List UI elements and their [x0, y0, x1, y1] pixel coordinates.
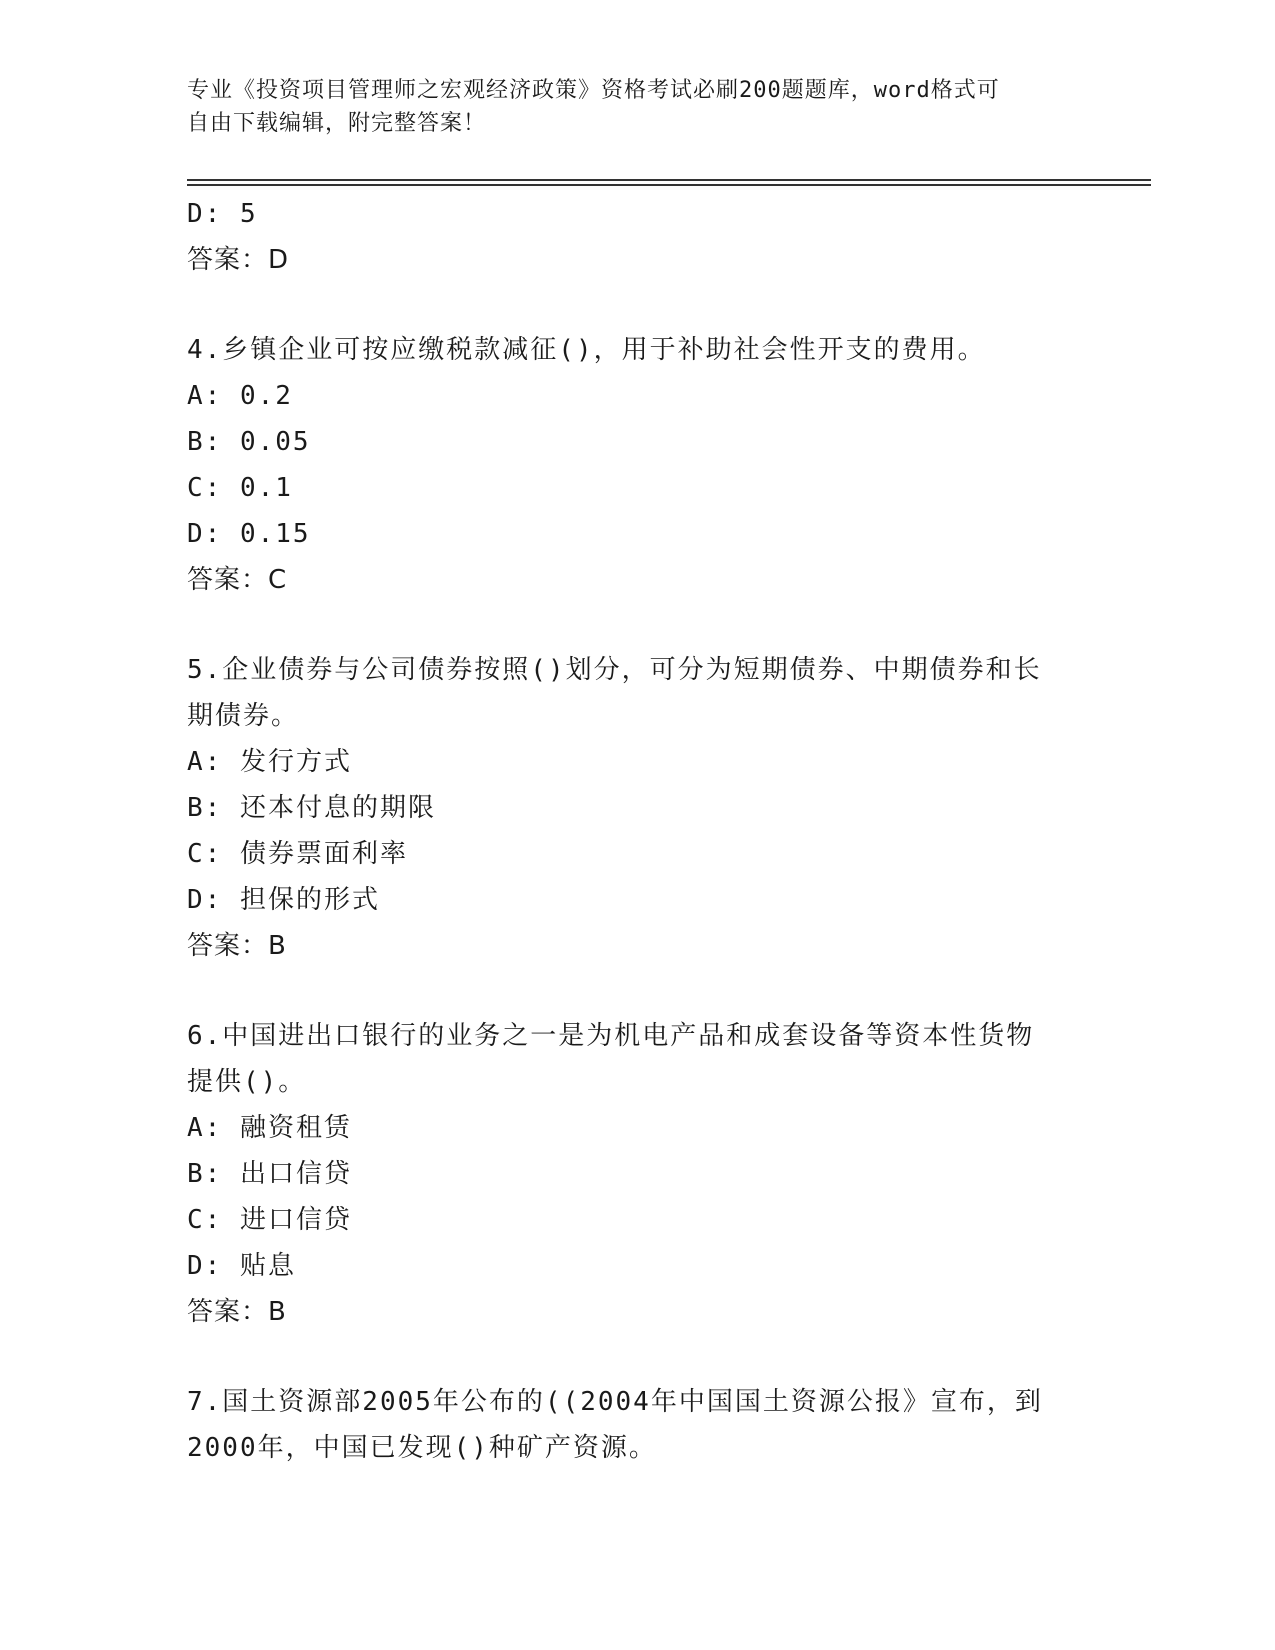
question-text: 5.企业债券与公司债券按照()划分，可分为短期债券、中期债券和长 — [187, 655, 1042, 685]
option-d: D: 5 — [187, 199, 258, 229]
question-text: 4.乡镇企业可按应缴税款减征()，用于补助社会性开支的费用。 — [187, 335, 986, 365]
answer: 答案：C — [187, 565, 288, 595]
option-d: D: 担保的形式 — [187, 885, 380, 915]
spacer — [187, 603, 1087, 647]
option-c: C: 0.1 — [187, 473, 293, 503]
answer: 答案：B — [187, 931, 287, 961]
question-text: 6.中国进出口银行的业务之一是为机电产品和成套设备等资本性货物 — [187, 1021, 1035, 1051]
question-text-continued: 提供()。 — [187, 1067, 307, 1097]
option-a: A: 发行方式 — [187, 747, 352, 777]
option-b: B: 出口信贷 — [187, 1159, 352, 1189]
option-b: B: 还本付息的期限 — [187, 793, 436, 823]
question-5 — [187, 647, 1087, 969]
question-7 — [187, 1379, 1087, 1471]
spacer — [187, 1335, 1087, 1379]
option-d: D: 贴息 — [187, 1251, 296, 1281]
question-6 — [187, 1013, 1087, 1335]
header-divider-top — [187, 179, 1151, 181]
spacer — [187, 969, 1087, 1013]
option-c: C: 债券票面利率 — [187, 839, 408, 869]
option-a: A: 融资租赁 — [187, 1113, 352, 1143]
document-header — [187, 74, 1087, 140]
question-text-continued: 2000年，中国已发现()种矿产资源。 — [187, 1433, 657, 1463]
option-b: B: 0.05 — [187, 427, 311, 457]
header-line-2: 自由下载编辑，附完整答案！ — [187, 111, 487, 136]
option-c: C: 进口信贷 — [187, 1205, 352, 1235]
option-a: A: 0.2 — [187, 381, 293, 411]
answer: 答案：B — [187, 1297, 287, 1327]
document-body — [187, 191, 1087, 1471]
answer: 答案：D — [187, 245, 290, 275]
question-text: 7.国土资源部2005年公布的((2004年中国国土资源公报》宣布，到 — [187, 1387, 1043, 1417]
header-divider-bottom — [187, 184, 1151, 186]
question-4 — [187, 327, 1087, 603]
spacer — [187, 283, 1087, 327]
option-d: D: 0.15 — [187, 519, 311, 549]
question-text-continued: 期债券。 — [187, 701, 300, 731]
header-line-1: 专业《投资项目管理师之宏观经济政策》资格考试必刷200题题库，word格式可 — [187, 78, 1000, 103]
previous-question-tail — [187, 191, 1087, 283]
